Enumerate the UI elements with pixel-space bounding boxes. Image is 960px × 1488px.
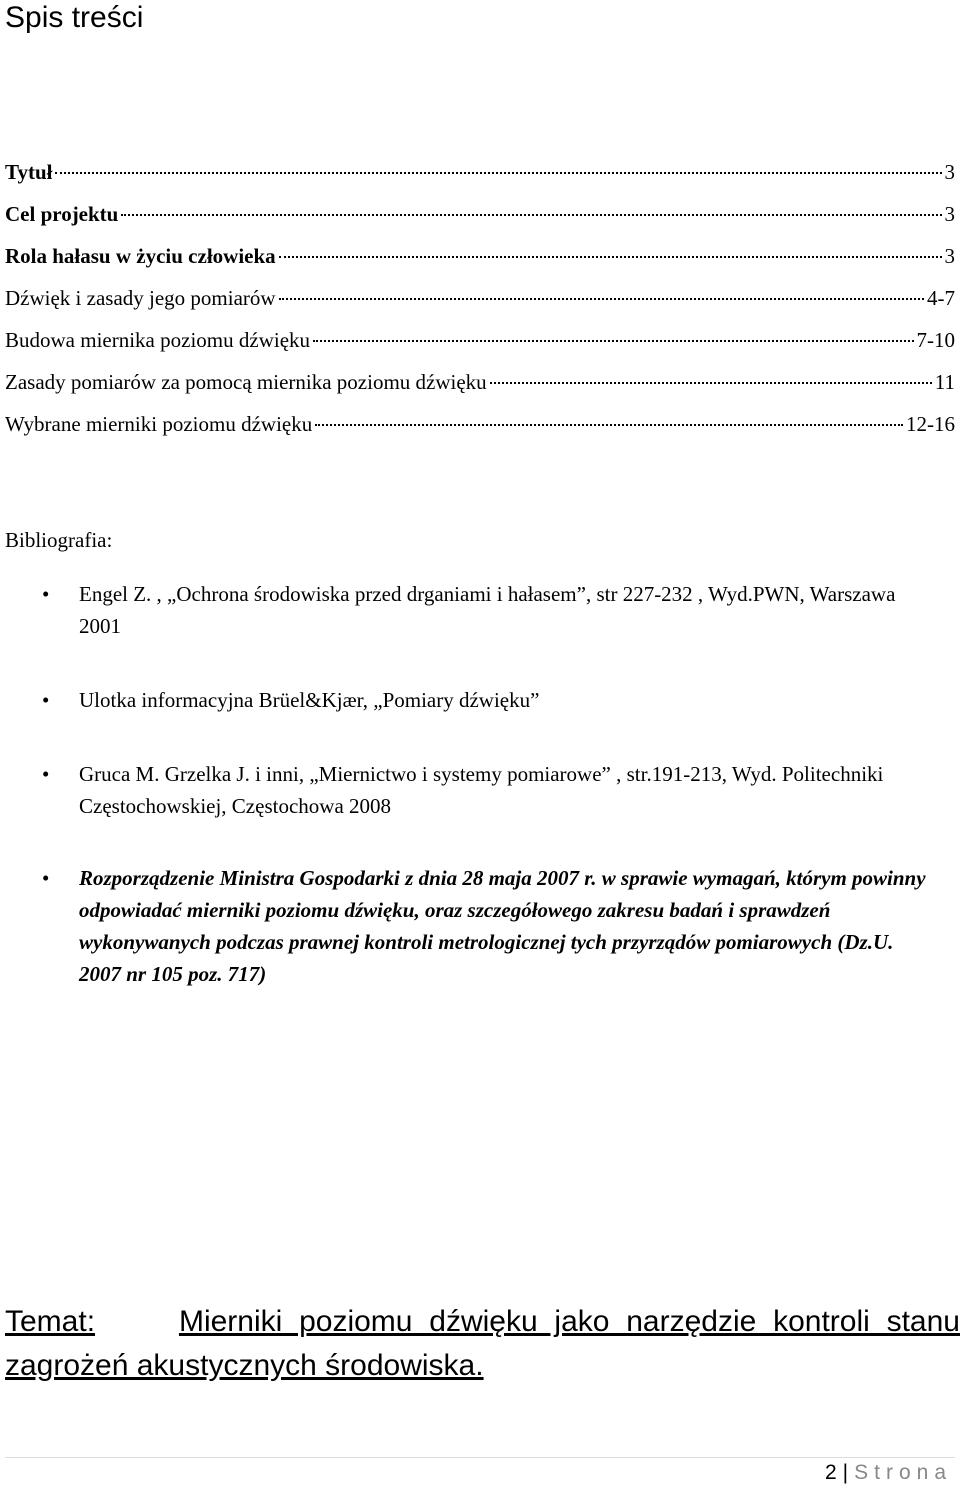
bibliography-item: [0, 578, 939, 642]
toc-entry[interactable]: [5, 244, 955, 286]
toc-entry-page: 3: [944, 160, 955, 184]
toc-leader-dots: [55, 172, 941, 174]
toc-entry[interactable]: [5, 328, 955, 370]
bibliography-item: [0, 758, 939, 822]
toc-entry-page: 4-7: [927, 286, 955, 310]
toc-title: Spis treści: [5, 1, 144, 34]
toc-entry-label: Wybrane mierniki poziomu dźwięku: [5, 412, 313, 436]
bullet-icon: •: [42, 582, 50, 606]
page-footer: [825, 1461, 952, 1485]
toc-entry[interactable]: [5, 370, 955, 412]
topic-label: Temat:: [5, 1305, 96, 1338]
toc-entry[interactable]: [5, 160, 955, 202]
toc-entry-label: Cel projektu: [5, 202, 119, 226]
toc-leader-dots: [121, 214, 941, 216]
toc-leader-dots: [279, 256, 942, 258]
bullet-icon: •: [42, 688, 50, 712]
bibliography-list: [0, 578, 960, 990]
bibliography-item: [0, 862, 939, 990]
toc-leader-dots: [313, 340, 913, 342]
toc-entry-page: 3: [944, 244, 955, 268]
toc-entry[interactable]: [5, 412, 955, 454]
footer-page-word: Strona: [854, 1461, 952, 1484]
footer-separator: |: [842, 1461, 849, 1484]
toc-entry-label: Dźwięk i zasady jego pomiarów: [5, 286, 276, 310]
toc-entry[interactable]: [5, 202, 955, 244]
bibliography-item-text: Rozporządzenie Ministra Gospodarki z dnia 28 maja 2007 r. w sprawie wymagań, którym powinny odpowiadać mierniki poziomu dźwięku, oraz szczegółowego zakresu badań i sprawdzeń wykonywanych podczas prawnej kontroli metrologicznej tych przyrządów pomiarowych (Dz.U. 2007 nr 105 poz. 717): [79, 866, 926, 986]
bullet-icon: •: [42, 866, 50, 890]
toc-entry-label: Budowa miernika poziomu dźwięku: [5, 328, 311, 352]
bibliography-item-text: Gruca M. Grzelka J. i inni, „Miernictwo i systemy pomiarowe” , str.191-213, Wyd. Politechniki Częstochowskiej, Częstochowa 2008: [79, 762, 884, 818]
toc-entry-page: 7-10: [916, 328, 955, 352]
toc-leader-dots: [490, 382, 932, 384]
page-number: 2: [824, 1461, 837, 1484]
toc-leader-dots: [315, 424, 903, 426]
toc-entry-page: 11: [934, 370, 955, 394]
bullet-icon: •: [42, 762, 50, 786]
footer-divider: [5, 1457, 955, 1458]
topic-text: Mierniki poziomu dźwięku jako narzędzie kontroli stanu zagrożeń akustycznych środowiska.: [5, 1305, 960, 1382]
toc-leader-dots: [279, 298, 924, 300]
toc-entry-label: Tytuł: [5, 160, 53, 184]
toc-entry-label: Rola hałasu w życiu człowieka: [5, 244, 276, 268]
toc-entry-label: Zasady pomiarów za pomocą miernika poziomu dźwięku: [5, 370, 487, 394]
table-of-contents: [5, 160, 955, 454]
bibliography-item-text: Ulotka informacyjna Brüel&Kjær, „Pomiary dźwięku”: [79, 688, 540, 712]
toc-entry-page: 3: [944, 202, 955, 226]
bibliography-item-text: Engel Z. , „Ochrona środowiska przed drganiami i hałasem”, str 227-232 , Wyd.PWN, Warszawa 2001: [79, 582, 896, 638]
topic-block: [5, 1300, 960, 1388]
bibliography-item: [0, 684, 939, 716]
toc-entry[interactable]: [5, 286, 955, 328]
toc-entry-page: 12-16: [906, 412, 955, 436]
bibliography-heading: Bibliografia:: [5, 528, 113, 552]
